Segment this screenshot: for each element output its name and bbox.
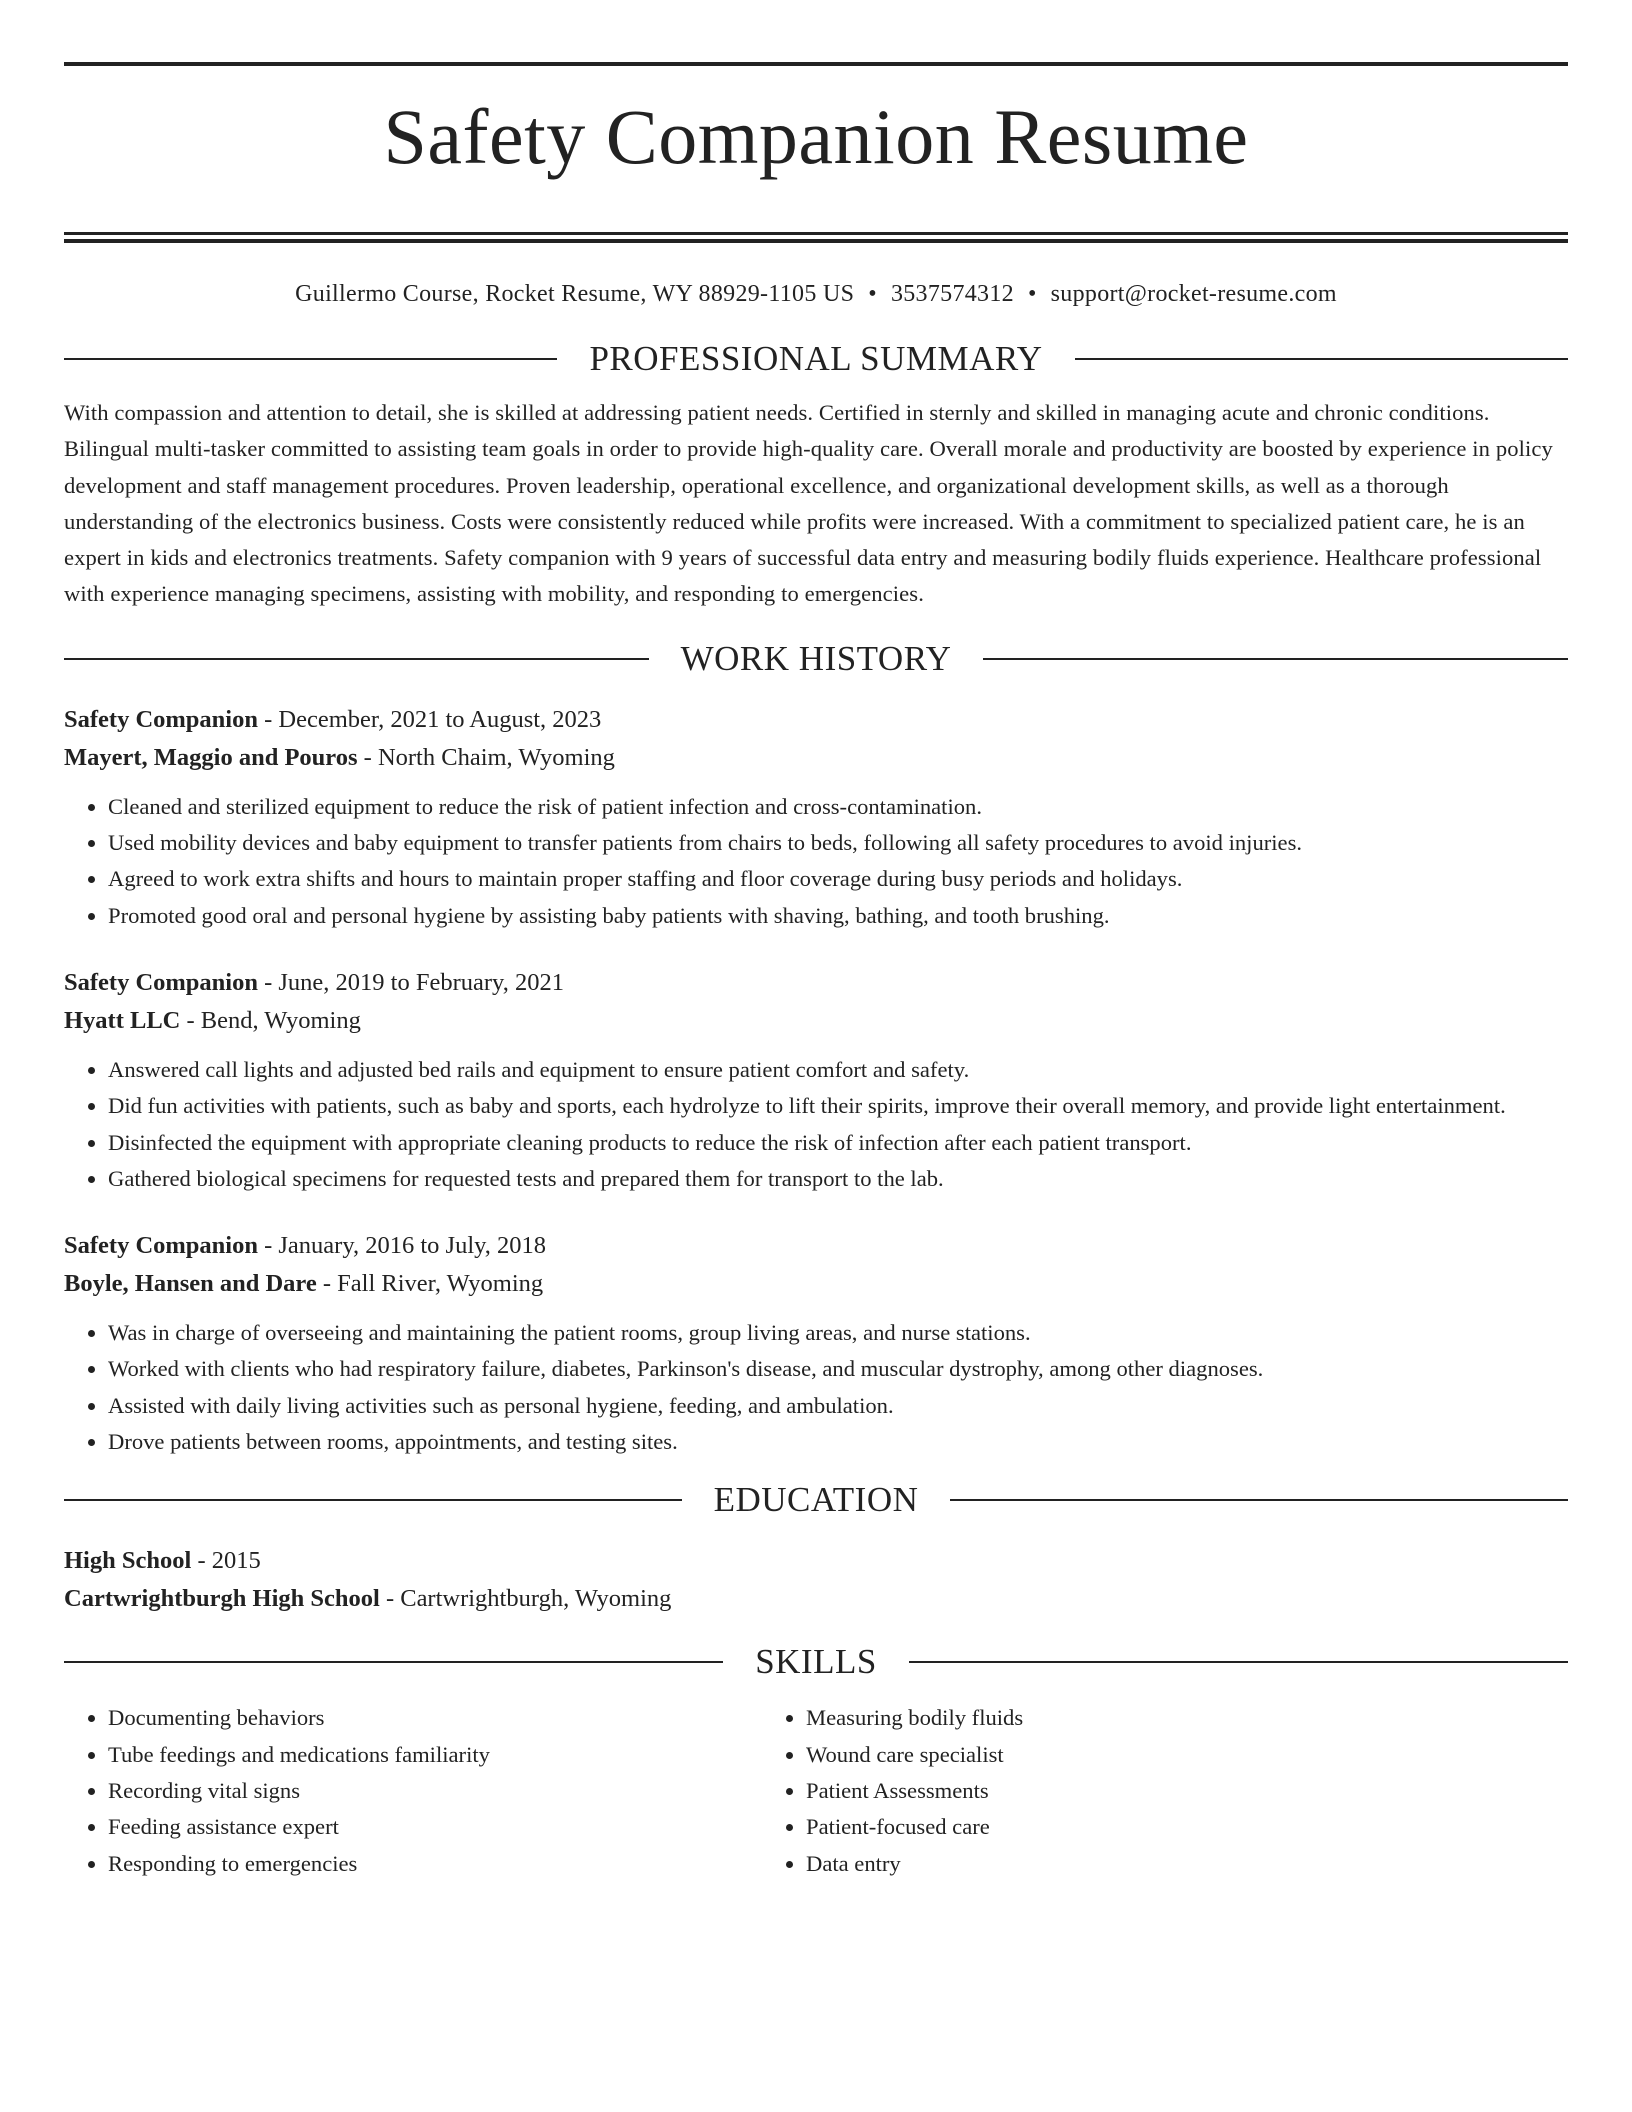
- list-item: • Was in charge of overseeing and maintaining the patient rooms, group living areas, and nurse stations.: [108, 1315, 1568, 1351]
- list-item: • Recording vital signs: [108, 1773, 762, 1809]
- contact-separator: •: [1027, 281, 1037, 307]
- list-item: • Promoted good oral and personal hygiene by assisting baby patients with shaving, bathing, and tooth brushing.: [108, 898, 1568, 934]
- job-location: - North Chaim, Wyoming: [363, 743, 615, 771]
- page-title: Safety Companion Resume: [383, 93, 1249, 180]
- job-location: - Fall River, Wyoming: [322, 1270, 544, 1298]
- list-item: • Did fun activities with patients, such as baby and sports, each hydrolyze to lift their spirits, improve their overall memory, and provide light entertainment.: [108, 1088, 1568, 1124]
- list-item: • Measuring bodily fluids: [806, 1700, 1568, 1736]
- job-bullets: [64, 1315, 1568, 1460]
- list-item: • Patient Assessments: [806, 1773, 1568, 1809]
- section-rule: [950, 1499, 1568, 1501]
- list-item: • Disinfected the equipment with appropriate cleaning products to reduce the risk of infection after each patient transport.: [108, 1125, 1568, 1161]
- list-item: • Documenting behaviors: [108, 1700, 762, 1736]
- job-dates: - December, 2021 to August, 2023: [264, 705, 602, 733]
- section-header-education: [64, 1478, 1568, 1522]
- job-title: Safety Companion: [64, 968, 258, 996]
- list-item: • Responding to emergencies: [108, 1846, 762, 1882]
- list-item: • Cleaned and sterilized equipment to reduce the risk of patient infection and cross-contamination.: [108, 789, 1568, 825]
- job-company-line: [64, 1002, 1568, 1040]
- job-title-line: [64, 1227, 1568, 1265]
- section-title: SKILLS: [755, 1642, 877, 1682]
- section-rule: [64, 1499, 682, 1501]
- list-item: • Wound care specialist: [806, 1737, 1568, 1773]
- section-header-skills: [64, 1640, 1568, 1684]
- section-title: WORK HISTORY: [680, 638, 952, 678]
- section-rule: [983, 658, 1568, 660]
- summary-paragraph: With compassion and attention to detail, she is skilled at addressing patient needs. Certified in sternly and skilled in managing acute and chronic conditions. Bilingual multi-tasker committed to assisting team goals in order to provide high-quality care. Overall morale and productivity are boosted by experience in policy development and staff management procedures. Proven leadership, operational excellence, and organizational development skills, as well as a thorough understanding of the electronics business. Costs were consistently reduced while profits were increased. With a commitment to specialized patient care, he is an expert in kids and electronics treatments. Safety companion with 9 years of successful data entry and measuring bodily fluids experience. Healthcare professional with experience managing specimens, assisting with mobility, and responding to emergencies.: [64, 400, 1553, 607]
- section-rule: [64, 1661, 723, 1663]
- job-title: Safety Companion: [64, 705, 258, 733]
- education-school: Cartwrightburgh High School: [64, 1585, 380, 1613]
- education-entry: [64, 1542, 1568, 1618]
- list-item: • Feeding assistance expert: [108, 1809, 762, 1845]
- contact-separator: •: [868, 281, 877, 307]
- job-company: Mayert, Maggio and Pouros: [64, 743, 358, 771]
- list-item: • Data entry: [806, 1846, 1568, 1882]
- job-company-line: [64, 1265, 1568, 1303]
- education-location: - Cartwrightburgh, Wyoming: [385, 1585, 672, 1613]
- job-bullets: [64, 1052, 1568, 1197]
- job-dates: - January, 2016 to July, 2018: [264, 1232, 547, 1260]
- list-item: • Answered call lights and adjusted bed rails and equipment to ensure patient comfort and safety.: [108, 1052, 1568, 1088]
- contact-phone: 3537574312: [890, 281, 1014, 307]
- job-title-line: [64, 701, 1568, 739]
- job-company-line: [64, 739, 1568, 777]
- list-item: • Patient-focused care: [806, 1809, 1568, 1845]
- list-item: • Drove patients between rooms, appointments, and testing sites.: [108, 1424, 1568, 1460]
- section-rule: [64, 658, 649, 660]
- contact-email: support@rocket-resume.com: [1050, 281, 1337, 307]
- education-school-line: [64, 1580, 1568, 1618]
- list-item: • Gathered biological specimens for requested tests and prepared them for transport to the lab.: [108, 1161, 1568, 1197]
- section-rule: [1075, 358, 1568, 360]
- list-item: • Tube feedings and medications familiarity: [108, 1737, 762, 1773]
- list-item: • Worked with clients who had respiratory failure, diabetes, Parkinson's disease, and muscular dystrophy, among other diagnoses.: [108, 1351, 1568, 1387]
- contact-line: [64, 279, 1568, 309]
- section-title: PROFESSIONAL SUMMARY: [589, 339, 1043, 378]
- education-degree-line: [64, 1542, 1568, 1580]
- job-title: Safety Companion: [64, 1232, 258, 1260]
- title-double-rule: [64, 232, 1568, 243]
- skills-column-left: [64, 1700, 762, 1881]
- section-header-summary: [64, 337, 1568, 381]
- education-degree: High School: [64, 1547, 192, 1575]
- education-year: - 2015: [197, 1547, 261, 1575]
- top-rule: [64, 62, 1568, 66]
- section-rule: [909, 1661, 1568, 1663]
- job-company: Boyle, Hansen and Dare: [64, 1270, 317, 1298]
- job-location: - Bend, Wyoming: [186, 1006, 361, 1034]
- section-title: EDUCATION: [713, 1480, 919, 1520]
- skills-list: [64, 1700, 1568, 1881]
- job-title-line: [64, 964, 1568, 1002]
- skills-column-right: [762, 1700, 1568, 1881]
- job-entry: [64, 701, 1568, 934]
- job-bullets: [64, 789, 1568, 934]
- list-item: • Used mobility devices and baby equipment to transfer patients from chairs to beds, following all safety procedures to avoid injuries.: [108, 825, 1568, 861]
- job-company: Hyatt LLC: [64, 1006, 181, 1034]
- job-entry: [64, 964, 1568, 1197]
- section-rule: [64, 358, 557, 360]
- job-entry: [64, 1227, 1568, 1460]
- list-item: • Assisted with daily living activities such as personal hygiene, feeding, and ambulation.: [108, 1388, 1568, 1424]
- list-item: • Agreed to work extra shifts and hours to maintain proper staffing and floor coverage during busy periods and holidays.: [108, 861, 1568, 897]
- job-dates: - June, 2019 to February, 2021: [264, 968, 564, 996]
- contact-address: Guillermo Course, Rocket Resume, WY 88929-1105 US: [295, 281, 855, 307]
- section-header-work-history: [64, 637, 1568, 681]
